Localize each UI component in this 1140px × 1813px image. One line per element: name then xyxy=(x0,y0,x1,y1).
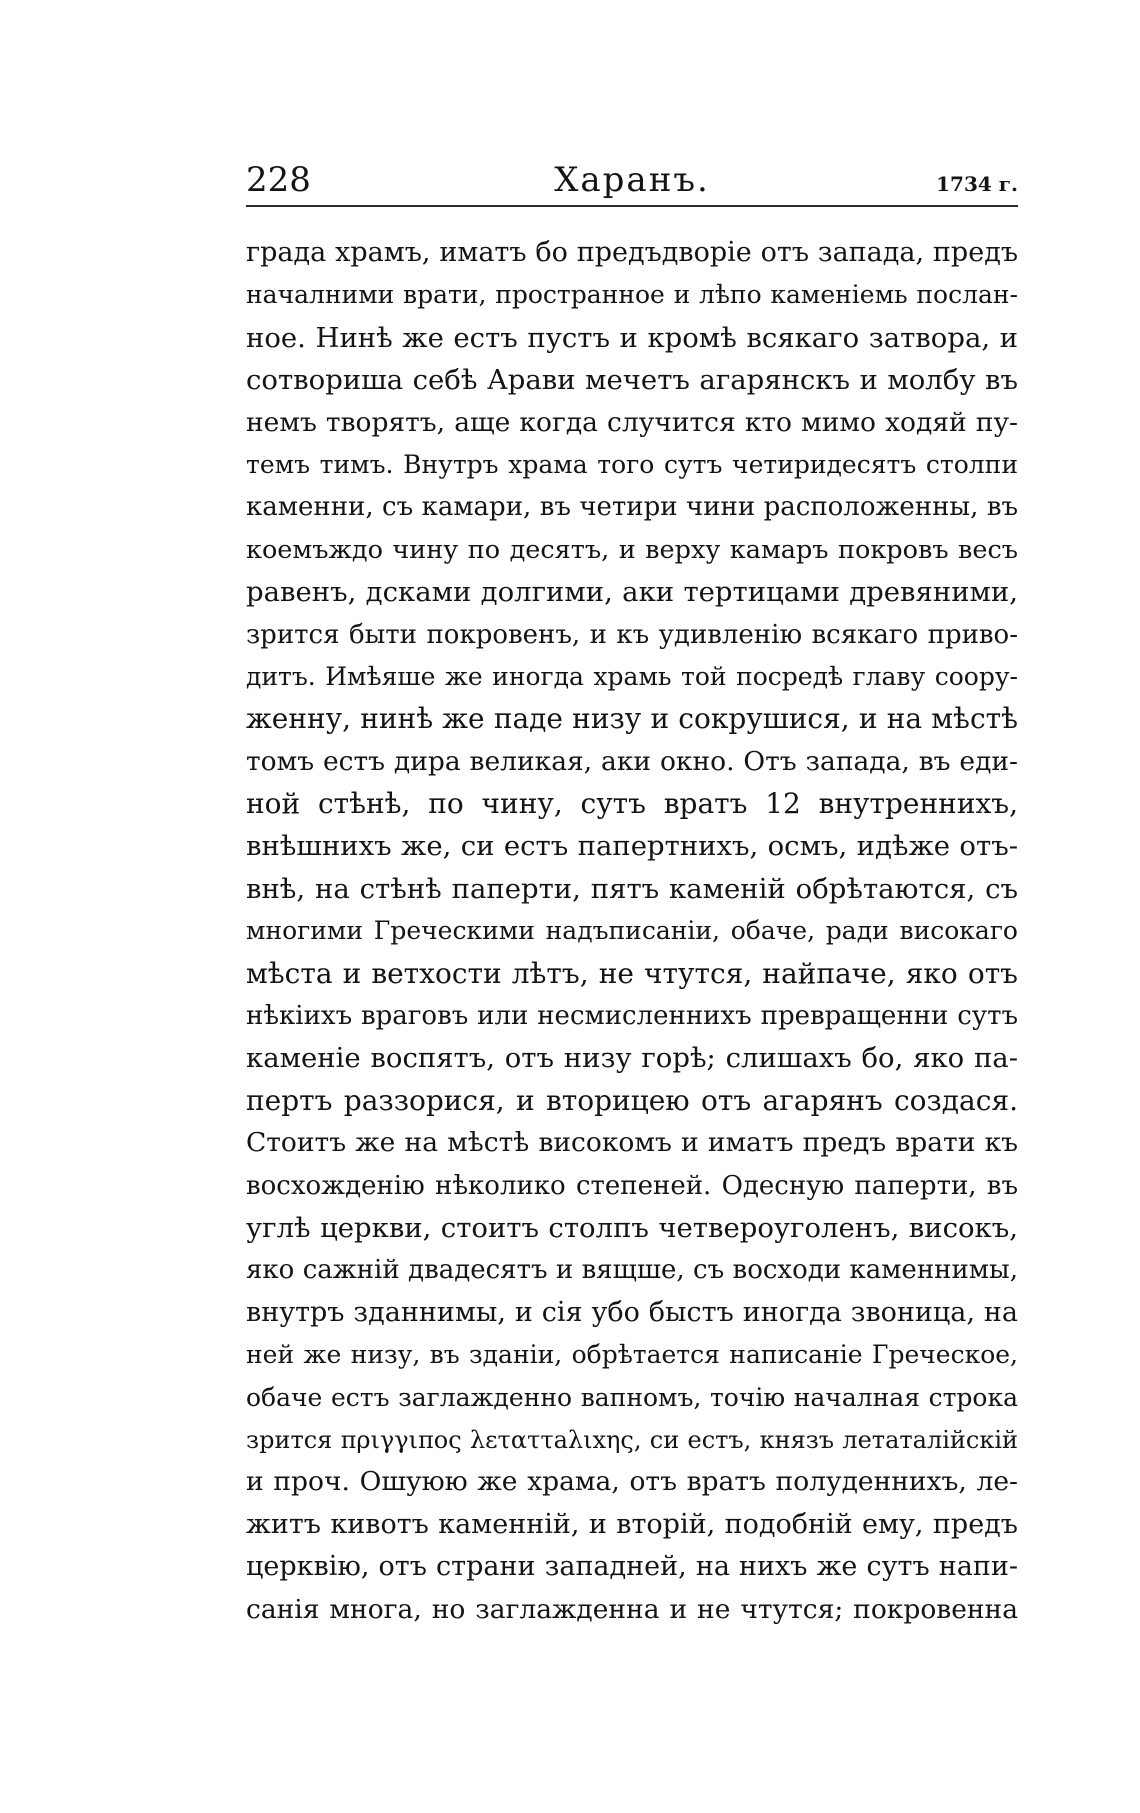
text-line: мѣста и ветхости лѣтъ, не чтутся, найпаче, яко отъ xyxy=(246,956,1018,990)
text-line: внутръ зданнимы, и сія убо быстъ иногда звоница, на xyxy=(246,1296,1018,1328)
text-line: внѣшнихъ же, си естъ папертнихъ, осмъ, идѣже отъ- xyxy=(246,830,1018,863)
text-line: темъ тимъ. Внутръ храма того сутъ четиридесятъ столпи xyxy=(246,449,1018,479)
text-line: восхожденію нѣколико степеней. Одесную паперти, въ xyxy=(246,1170,1018,1201)
text-line: дитъ. Имѣяше же иногда храмь той посредѣ главу соору- xyxy=(246,661,1018,691)
text-line: ное. Нинѣ же естъ пустъ и кромѣ всякаго затвора, и xyxy=(246,321,1018,354)
text-line: ной стѣнѣ, по чину, сутъ вратъ 12 внутреннихъ, xyxy=(246,787,1018,821)
text-line: нѣкіихъ враговъ или несмисленнихъ превращенни сутъ xyxy=(246,1001,1018,1032)
running-year: 1734 г. xyxy=(936,172,1018,196)
page-number: 228 xyxy=(246,160,311,200)
running-head xyxy=(246,160,1018,210)
text-line: немъ творятъ, аще когда случится кто мимо ходяй пу- xyxy=(246,406,1018,438)
text-line: обаче естъ заглажденно вапномъ, точію началная строка xyxy=(246,1382,1018,1412)
text-line: началними врати, пространное и лѣпо каменіемь послан- xyxy=(246,280,1018,310)
text-line: сотвориша себѣ Арави мечетъ агарянскъ и молбу въ xyxy=(246,364,1018,397)
text-line: женну, нинѣ же паде низу и сокрушися, и на мѣстѣ xyxy=(246,702,1018,736)
text-line: Стоитъ же на мѣстѣ високомъ и иматъ предъ врати къ xyxy=(246,1127,1018,1159)
text-line: пертъ раззорися, и вторицею отъ агарянъ создася. xyxy=(246,1083,1018,1117)
text-line: житъ кивотъ каменній, и вторій, подобній ему, предъ xyxy=(246,1508,1018,1540)
running-title: Харанъ. xyxy=(554,160,710,200)
text-line: многими Греческими надъписаніи, обаче, ради високаго xyxy=(246,916,1018,946)
body-text xyxy=(246,232,1018,1631)
text-line: каменіе воспятъ, отъ низу горѣ; слишахъ бо, яко па- xyxy=(246,1042,1018,1075)
text-line: зрится πριγγιπος λεταττaλιxης, си естъ, князъ летаталійскій xyxy=(246,1425,1018,1454)
text-line: ней же низу, въ зданіи, обрѣтается написаніе Греческое, xyxy=(246,1340,1018,1370)
header-rule xyxy=(246,205,1018,207)
text-line: равенъ, дсками долгими, аки тертицами древяними, xyxy=(246,576,1018,609)
text-line: церквію, отъ страни западней, на нихъ же сутъ напи- xyxy=(246,1551,1018,1583)
text-line: внѣ, на стѣнѣ паперти, пятъ каменій обрѣтаются, съ xyxy=(246,872,1018,905)
text-line: града храмъ, иматъ бо предъдворіе отъ запада, предъ xyxy=(246,237,1018,268)
text-line: углѣ церкви, стоитъ столпъ четвероуголенъ, високъ, xyxy=(246,1211,1018,1244)
text-line: зрится быти покровенъ, и къ удивленію всякаго приво- xyxy=(246,619,1018,650)
text-line: каменни, съ камари, въ четири чини расположенны, въ xyxy=(246,492,1018,523)
text-line: коемъждо чину по десятъ, и верху камаръ покровъ весъ xyxy=(246,534,1018,565)
text-line: и проч. Ошуюю же храма, отъ вратъ полуденнихъ, ле- xyxy=(246,1466,1018,1498)
text-line: санія многа, но заглажденна и не чтутся; покровенна xyxy=(246,1593,1018,1625)
text-line: яко сажній двадесятъ и вящше, съ восходи каменнимы, xyxy=(246,1255,1018,1286)
text-line: томъ естъ дира великая, аки окно. Отъ запада, въ еди- xyxy=(246,745,1018,777)
